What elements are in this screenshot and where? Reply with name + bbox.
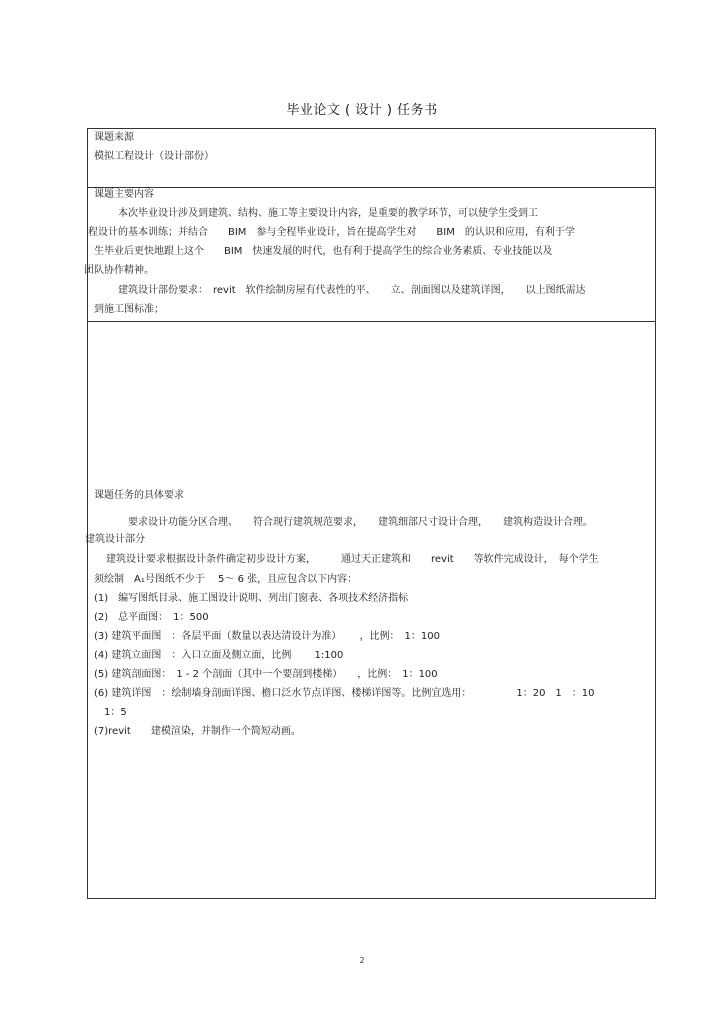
requirements-intro-2: 须绘制 A₁号图纸不少于 5～ 6 张，且应包含以下内容： <box>94 574 358 585</box>
content-line-6: 到施工图标准； <box>94 304 164 315</box>
page-number: 2 <box>359 956 365 965</box>
content-line-5: 建筑设计部份要求： revit 软件绘制房屋有代表性的平、 立、剖面图以及建筑详图， 以上图纸需达 <box>118 285 586 296</box>
content-line-1: 本次毕业设计涉及到建筑、结构、施工等主要设计内容，是重要的教学环节，可以使学生受到工 <box>118 208 538 219</box>
requirement-item-1: (1) 编写图纸目录、施工图设计说明、列出门窗表、各项技术经济指标 <box>94 593 409 604</box>
row-divider-1 <box>88 187 655 188</box>
requirements-general: 要求设计功能分区合理、 符合现行建筑规范要求， 建筑细部尺寸设计合理， 建筑构造设计合理。 <box>128 517 593 528</box>
source-body: 模拟工程设计（设计部份） <box>94 151 214 162</box>
requirements-heading: 课题任务的具体要求 <box>94 490 184 501</box>
row-divider-2 <box>88 321 655 322</box>
requirement-item-2: (2) 总平面图： 1：500 <box>94 612 209 623</box>
content-heading: 课题主要内容 <box>94 189 154 200</box>
requirement-item-7: (7)revit 建模渲染，并制作一个简短动画。 <box>94 726 301 737</box>
source-heading: 课题来源 <box>94 132 134 143</box>
content-line-4: 团队协作精神。 <box>84 265 154 276</box>
requirements-subheading: 建筑设计部分 <box>85 534 145 545</box>
requirement-item-6-cont: 1：5 <box>104 707 127 718</box>
requirements-intro-1: 建筑设计要求根据设计条件确定初步设计方案， 通过天正建筑和 revit 等软件完成设计， 每个学生 <box>106 554 599 565</box>
requirement-item-5: (5) 建筑剖面图： 1 - 2 个剖面（其中一个要剖到楼梯） ，比例： 1：100 <box>94 669 438 680</box>
requirement-item-4: (4) 建筑立面图 ：入口立面及侧立面，比例 1:100 <box>94 650 344 661</box>
task-table <box>84 128 656 899</box>
document-title: 毕业论文 ( 设计 ) 任务书 <box>286 103 438 118</box>
content-line-2: 程设计的基本训练；并结合 BIM 参与全程毕业设计，旨在提高学生对 BIM 的认识和应用，有利于学 <box>88 227 575 238</box>
content-line-3: 生毕业后更快地跟上这个 BIM 快速发展的时代，也有利于提高学生的综合业务素质、专业技能以及 <box>94 246 553 257</box>
requirement-item-6: (6) 建筑详图 ：绘制墙身剖面详图、檐口泛水节点详图、楼梯详图等。比例宜选用： 1：20 1 ：10 <box>94 688 595 699</box>
requirement-item-3: (3) 建筑平面图 ：各层平面（数量以表达清设计为准） ，比例： 1：100 <box>94 631 440 642</box>
